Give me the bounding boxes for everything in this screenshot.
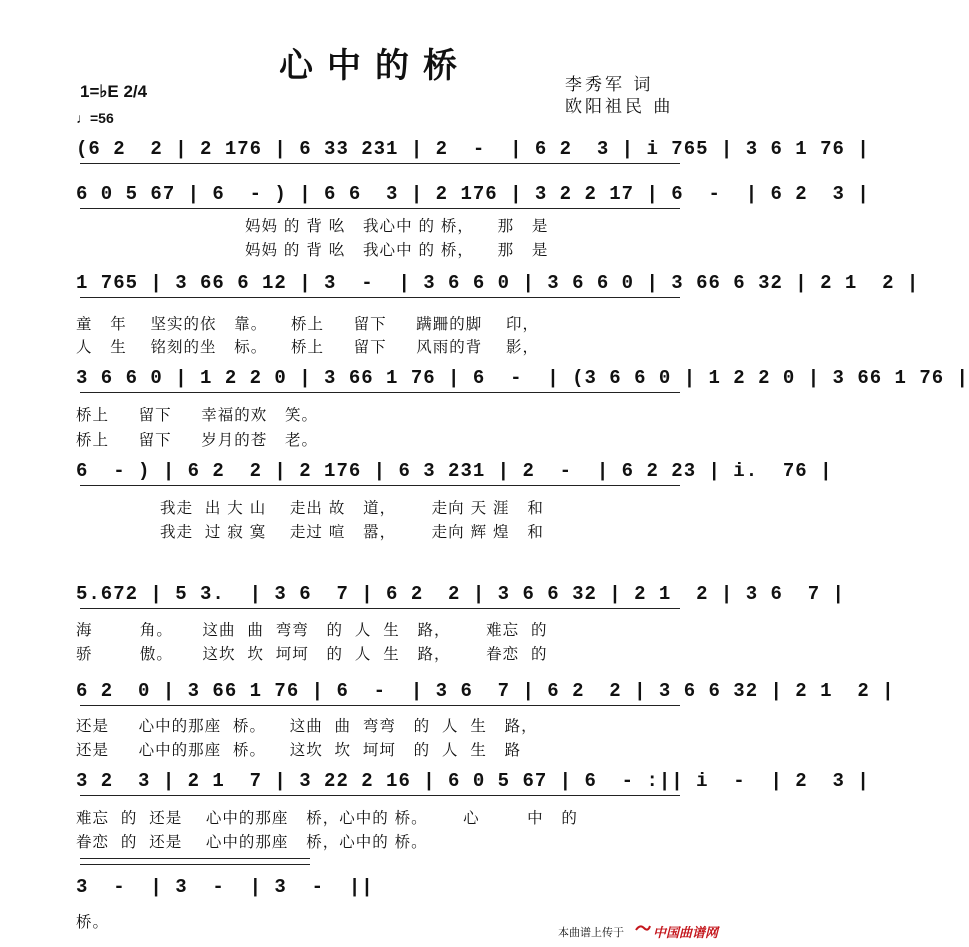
notation-row-1: (6 2 2 | 2 176 | 6 33 231 | 2 - | 6 2 3 | i 765 | 3 6 1 76 | — [76, 138, 870, 160]
underline-beam — [80, 705, 680, 706]
lyric-verse-2: 我走 过 寂 寞 走过 喧 嚣， 走向 辉 煌 和 — [160, 523, 544, 541]
site-logo-icon — [635, 924, 651, 936]
lyric-verse-1: 桥上 留下 幸福的欢 笑。 — [76, 406, 319, 424]
lyric-verse-1: 海 角。 这曲 曲 弯弯 的 人 生 路， 难忘 的 — [76, 621, 548, 639]
site-brand[interactable]: 中国曲谱网 — [653, 926, 719, 941]
underline-beam — [80, 795, 680, 796]
notation-row-4: 3 6 6 0 | 1 2 2 0 | 3 66 1 76 | 6 - | (3 6 6 0 | 1 2 2 0 | 3 66 1 76 | — [76, 367, 969, 389]
lyric-verse-2: 桥上 留下 岁月的苍 老。 — [76, 431, 319, 449]
tempo-marking: ♩=56 — [76, 110, 114, 126]
lyric-verse-2: 骄 傲。 这坎 坎 坷坷 的 人 生 路， 眷恋 的 — [76, 645, 548, 663]
underline-beam — [80, 392, 680, 393]
lyric-verse-1: 还是 心中的那座 桥。 这曲 曲 弯弯 的 人 生 路， — [76, 717, 538, 735]
notation-row-9: 3 - | 3 - | 3 - || — [76, 876, 374, 898]
lyric-verse-1: 我走 出 大 山 走出 故 道， 走向 天 涯 和 — [160, 499, 544, 517]
composer-credit: 欧阳祖民 曲 — [565, 97, 674, 117]
lyric-verse-1: 妈妈 的 背 吆 我心中 的 桥， 那 是 — [245, 217, 549, 235]
lyric-verse-1: 童 年 坚实的依 靠。 桥上 留下 蹒跚的脚 印， — [76, 315, 539, 333]
underline-beam — [80, 485, 680, 486]
notation-row-2: 6 0 5 67 | 6 - ) | 6 6 3 | 2 176 | 3 2 2 17 | 6 - | 6 2 3 | — [76, 183, 870, 205]
lyric-verse-2: 还是 心中的那座 桥。 这坎 坎 坷坷 的 人 生 路 — [76, 741, 522, 759]
lyric-verse-2: 眷恋 的 还是 心中的那座 桥，心中的 桥。 — [76, 833, 428, 851]
tie-line — [80, 864, 310, 865]
key-signature: 1=♭E 2/4 — [80, 82, 148, 101]
tie-line — [80, 858, 310, 859]
notation-row-7: 6 2 0 | 3 66 1 76 | 6 - | 3 6 7 | 6 2 2 | 3 6 6 32 | 2 1 2 | — [76, 680, 895, 702]
notation-row-8: 3 2 3 | 2 1 7 | 3 22 2 16 | 6 0 5 67 | 6 - :|| i - | 2 3 | — [76, 770, 870, 792]
notation-row-3: 1 765 | 3 66 6 12 | 3 - | 3 6 6 0 | 3 6 6 0 | 3 66 6 32 | 2 1 2 | — [76, 272, 920, 294]
notation-row-5: 6 - ) | 6 2 2 | 2 176 | 6 3 231 | 2 - | 6 2 23 | i. 76 | — [76, 460, 833, 482]
lyric-verse-1: 难忘 的 还是 心中的那座 桥，心中的 桥。 心 中 的 — [76, 809, 578, 827]
lyric-verse-2: 妈妈 的 背 吆 我心中 的 桥， 那 是 — [245, 241, 549, 259]
notation-row-6: 5.672 | 5 3. | 3 6 7 | 6 2 2 | 3 6 6 32 | 2 1 2 | 3 6 7 | — [76, 583, 845, 605]
underline-beam — [80, 163, 680, 164]
score-title: 心中的桥 — [279, 46, 471, 86]
underline-beam — [80, 297, 680, 298]
underline-beam — [80, 608, 680, 609]
lyricist-credit: 李秀军 词 — [565, 75, 654, 95]
lyric-final: 桥。 — [76, 913, 110, 931]
lyric-verse-2: 人 生 铭刻的坐 标。 桥上 留下 风雨的背 影， — [76, 338, 539, 356]
upload-note: 本曲谱上传于 — [558, 926, 624, 939]
underline-beam — [80, 208, 680, 209]
